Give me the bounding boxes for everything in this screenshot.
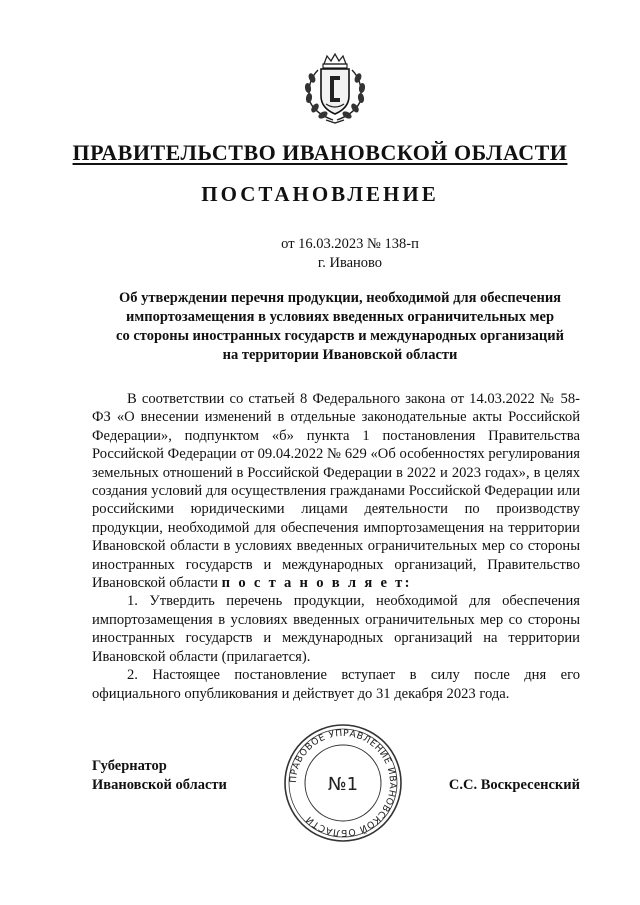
official-stamp bbox=[282, 722, 404, 844]
date-number: от 16.03.2023 № 138-п bbox=[281, 236, 419, 252]
subject-line: импортозамещения в условиях введенных ограничительных мер bbox=[125, 309, 555, 325]
document-body bbox=[92, 390, 580, 703]
stamp-ring-text: ПРАВОВОЕ УПРАВЛЕНИЕ ИВАНОВСКОЙ ОБЛАСТИ bbox=[287, 727, 399, 839]
document-meta bbox=[250, 235, 450, 273]
preamble-paragraph bbox=[92, 390, 580, 592]
item-1-paragraph: 1. Утвердить перечень продукции, необходимой для обеспечения импортозамещения в условиях введенных ограничительных мер со стороны иностранных государств и международных организаций на территории Ивановской области (прилагается). bbox=[92, 593, 580, 665]
subject-line: на территории Ивановской области bbox=[222, 347, 458, 363]
subject-line: со стороны иностранных государств и международных организаций bbox=[116, 328, 564, 344]
subject-line: Об утверждении перечня продукции, необходимой для обеспечения bbox=[118, 290, 562, 306]
document-subject bbox=[100, 289, 580, 365]
position-line: Ивановской области bbox=[92, 777, 227, 793]
coat-of-arms-emblem bbox=[296, 52, 374, 126]
position-line: Губернатор bbox=[92, 758, 167, 774]
government-title: ПРАВИТЕЛЬСТВО ИВАНОВСКОЙ ОБЛАСТИ bbox=[72, 140, 568, 165]
item-2-paragraph: 2. Настоящее постановление вступает в силу после дня его официального опубликования и действует до 31 декабря 2023 года. bbox=[92, 667, 580, 702]
preamble-text: В соответствии со статьей 8 Федерального закона от 14.03.2022 № 58-ФЗ «О внесении изменений в отдельные законодательные акты Российской Федерации», подпунктом «б» пункта 1 постановления Правительства Российской Федерации от 09.04.2022 № 629 «Об особенностях регулирования земельных отношений в Российской Федерации в 2022 и 2023 годах», в целях создания условий для осуществления гражданами Российской Федерации или российскими юридическими лицами деятельности по производству продукции, необходимой для обеспечения импортозамещения на территории Ивановской области в условиях введенных ограничительных мер со стороны иностранных государств и международных организаций, Правительство Ивановской области bbox=[92, 391, 580, 592]
decree-colon: : bbox=[404, 575, 412, 592]
signatory-position bbox=[92, 757, 227, 795]
stamp-center-text: №1 bbox=[327, 774, 359, 795]
decree-word: п о с т а н о в л я е т bbox=[221, 575, 405, 592]
signatory-name: С.С. Воскресенский bbox=[448, 777, 580, 793]
city: г. Иваново bbox=[317, 255, 383, 271]
document-type: ПОСТАНОВЛЕНИЕ bbox=[201, 182, 439, 206]
